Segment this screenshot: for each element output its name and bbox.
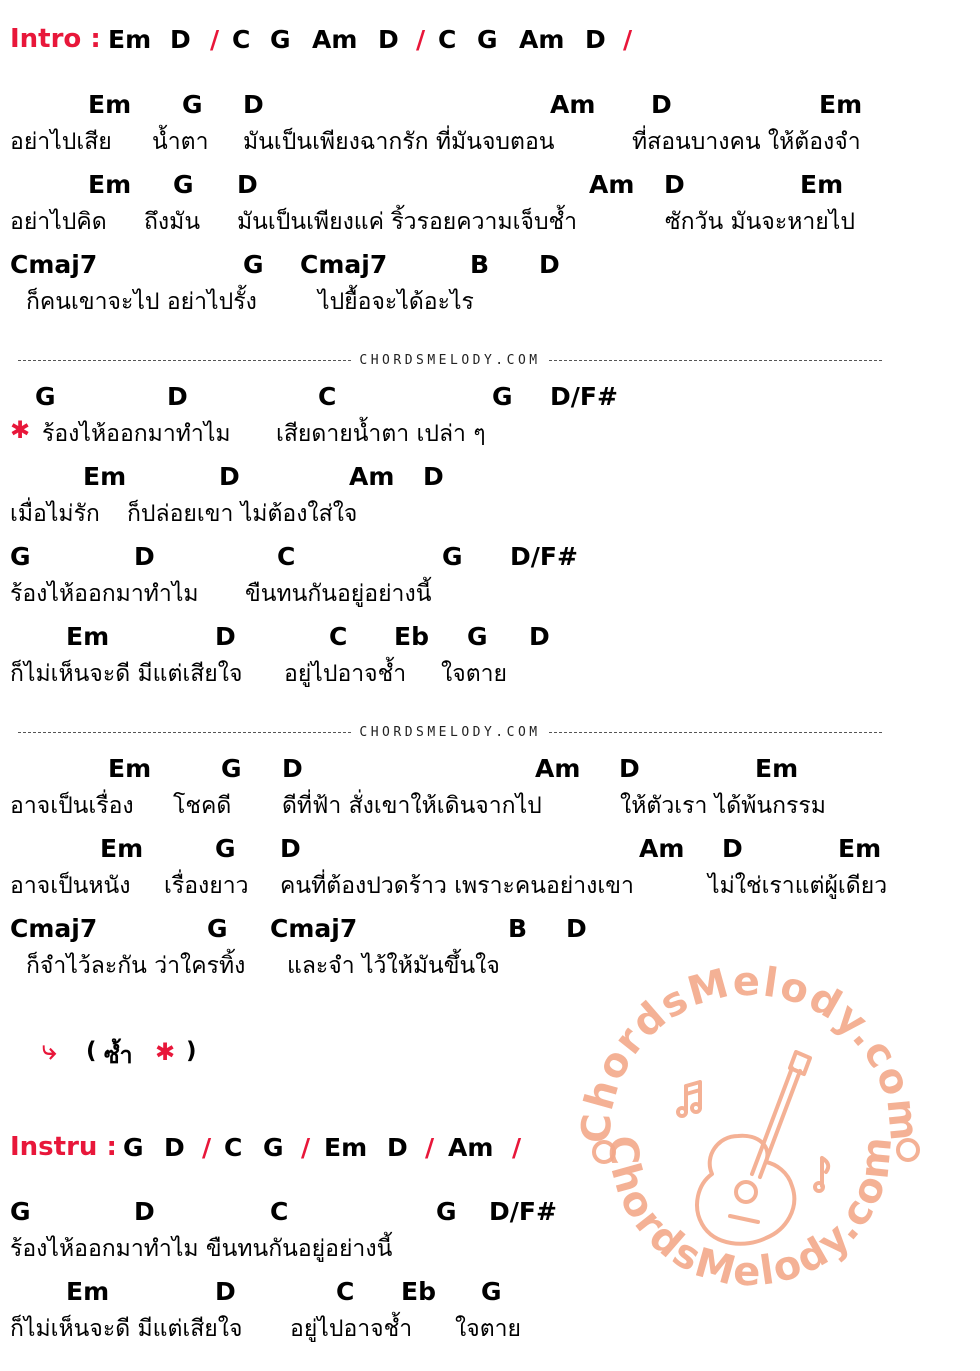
chord: D bbox=[539, 250, 560, 279]
lyric: ก็ไม่เห็นจะดี มีแต่เสียใจ bbox=[10, 661, 243, 687]
chord: D bbox=[529, 622, 550, 651]
chord: Em bbox=[83, 462, 127, 491]
chord: G bbox=[10, 1197, 31, 1226]
chord: D bbox=[722, 834, 743, 863]
lyric: อาจเป็นหนัง bbox=[10, 873, 131, 899]
chord: G bbox=[215, 834, 236, 863]
chord: G bbox=[173, 170, 194, 199]
lyric: อย่าไปคิด bbox=[10, 209, 107, 235]
lyric: ร้องไห้ออกมาทำไม ขืนทนกันอยู่อย่างนี้ bbox=[10, 1236, 393, 1262]
chord: Em bbox=[66, 622, 110, 651]
lyric: มันเป็นเพียงแค่ ริ้วรอยความเจ็บช้ำ bbox=[237, 209, 578, 235]
chord: D bbox=[215, 622, 236, 651]
chord: G bbox=[270, 25, 291, 54]
dashed-rule bbox=[18, 732, 351, 733]
lyric: ใจตาย bbox=[441, 661, 508, 687]
chord: Em bbox=[66, 1277, 110, 1306]
instru-label: Instru : bbox=[10, 1132, 117, 1162]
chord: D bbox=[170, 25, 191, 54]
lyric: โชคดี bbox=[173, 793, 232, 819]
chord: Am bbox=[535, 754, 581, 783]
chord: G bbox=[207, 914, 228, 943]
lyric: ไม่ใช่เราแต่ผู้เดียว bbox=[708, 873, 888, 899]
lyric: ใจตาย bbox=[455, 1316, 522, 1342]
bar-separator: / bbox=[301, 1133, 311, 1162]
bar-separator: / bbox=[210, 25, 220, 54]
chord: C bbox=[438, 25, 457, 54]
chord: Em bbox=[88, 90, 132, 119]
chord: G bbox=[123, 1133, 144, 1162]
lyric: ก็คนเขาจะไป อย่าไปรั้ง bbox=[26, 289, 257, 315]
chord: G bbox=[35, 382, 56, 411]
chord: Em bbox=[755, 754, 799, 783]
chord: D bbox=[423, 462, 444, 491]
chorus-line-3 bbox=[0, 542, 980, 612]
chordsmelody-watermark-logo bbox=[570, 960, 930, 1320]
chord: Am bbox=[349, 462, 395, 491]
chord: D bbox=[134, 1197, 155, 1226]
chord: D bbox=[280, 834, 301, 863]
chord: B bbox=[470, 250, 490, 279]
verse1-line-1 bbox=[0, 90, 980, 160]
chord: D bbox=[243, 90, 264, 119]
site-divider bbox=[10, 350, 890, 370]
chord: D bbox=[282, 754, 303, 783]
chord: Em bbox=[800, 170, 844, 199]
bar-separator: / bbox=[425, 1133, 435, 1162]
lyric: ที่สอนบางคน ให้ต้องจำ bbox=[632, 129, 861, 155]
dashed-rule bbox=[549, 360, 882, 361]
chord: G bbox=[10, 542, 31, 571]
chord: B bbox=[508, 914, 528, 943]
lyric: ก็ไม่เห็นจะดี มีแต่เสียใจ bbox=[10, 1316, 243, 1342]
dashed-rule bbox=[18, 360, 351, 361]
bar-separator: / bbox=[416, 25, 426, 54]
divider-site-text: CHORDSMELODY.COM bbox=[359, 724, 541, 740]
chord: C bbox=[270, 1197, 289, 1226]
chord: D bbox=[664, 170, 685, 199]
chord: D/F# bbox=[550, 382, 618, 411]
chord: G bbox=[467, 622, 488, 651]
chord: G bbox=[492, 382, 513, 411]
site-divider bbox=[10, 722, 890, 742]
chord: Em bbox=[108, 754, 152, 783]
chord: Eb bbox=[394, 622, 429, 651]
chord: D/F# bbox=[489, 1197, 557, 1226]
repeat-close-paren: ) bbox=[186, 1038, 197, 1064]
lyric: อยู่ไปอาจช้ำ bbox=[284, 661, 407, 687]
lyric: ก็จำไว้ละกัน ว่าใครทิ้ง bbox=[26, 953, 246, 979]
chord: D bbox=[619, 754, 640, 783]
chord: D bbox=[237, 170, 258, 199]
chord: Am bbox=[639, 834, 685, 863]
chord: Cmaj7 bbox=[300, 250, 388, 279]
repeat-open-paren: ( bbox=[86, 1038, 97, 1064]
lyric: อยู่ไปอาจช้ำ bbox=[290, 1316, 413, 1342]
chord: D bbox=[164, 1133, 185, 1162]
chord: C bbox=[232, 25, 251, 54]
lyric: ไปยื้อจะได้อะไร bbox=[318, 289, 474, 315]
chord: Am bbox=[589, 170, 635, 199]
chord: G bbox=[477, 25, 498, 54]
chord: Em bbox=[108, 25, 152, 54]
intro-label: Intro : bbox=[10, 24, 101, 54]
chord: C bbox=[336, 1277, 355, 1306]
lyric: เรื่องยาว bbox=[164, 873, 249, 899]
return-arrow-icon: ⤷ bbox=[42, 1036, 57, 1066]
watermark-text-top: ChordsMelody.com bbox=[573, 960, 928, 1145]
chord: D bbox=[167, 382, 188, 411]
chord: Am bbox=[448, 1133, 494, 1162]
lyric: เสียดายน้ำตา เปล่า ๆ bbox=[276, 421, 486, 447]
lyric: อาจเป็นเรื่อง bbox=[10, 793, 134, 819]
chord: Em bbox=[324, 1133, 368, 1162]
chord: Cmaj7 bbox=[270, 914, 358, 943]
lyric: ให้ตัวเรา ได้พ้นกรรม bbox=[620, 793, 826, 819]
chord: Cmaj7 bbox=[10, 250, 98, 279]
lyric: ร้องไห้ออกมาทำไม bbox=[10, 581, 199, 607]
lyric: ขืนทนกันอยู่อย่างนี้ bbox=[245, 581, 432, 607]
lyric: คนที่ต้องปวดร้าว เพราะคนอย่างเขา bbox=[280, 873, 634, 899]
chord: Em bbox=[819, 90, 863, 119]
verse1-line-3 bbox=[0, 250, 980, 320]
chord: G bbox=[436, 1197, 457, 1226]
lyric: เมื่อไม่รัก bbox=[10, 501, 100, 527]
lyric: และจำ ไว้ให้มันขึ้นใจ bbox=[287, 953, 500, 979]
lyric: ก็ปล่อยเขา ไม่ต้องใส่ใจ bbox=[127, 501, 358, 527]
bar-separator: / bbox=[623, 25, 633, 54]
chord: Am bbox=[519, 25, 565, 54]
chord: D/F# bbox=[510, 542, 578, 571]
chord: Em bbox=[100, 834, 144, 863]
lyric: ถึงมัน bbox=[144, 209, 201, 235]
bar-separator: / bbox=[512, 1133, 522, 1162]
divider-site-text: CHORDSMELODY.COM bbox=[359, 352, 541, 368]
lyric: มันเป็นเพียงฉากรัก ที่มันจบตอน bbox=[243, 129, 555, 155]
repeat-text: ซ้ำ bbox=[104, 1043, 133, 1069]
verse2-line-2 bbox=[0, 834, 980, 904]
bar-separator: / bbox=[202, 1133, 212, 1162]
chord: D bbox=[585, 25, 606, 54]
chord: G bbox=[442, 542, 463, 571]
chord: G bbox=[221, 754, 242, 783]
chord: G bbox=[263, 1133, 284, 1162]
chord: D bbox=[215, 1277, 236, 1306]
chord: D bbox=[219, 462, 240, 491]
chord: G bbox=[481, 1277, 502, 1306]
chorus-line-1 bbox=[0, 382, 980, 452]
chorus-line-4 bbox=[0, 622, 980, 692]
verse1-line-2 bbox=[0, 170, 980, 240]
chord: D bbox=[378, 25, 399, 54]
lyric: อย่าไปเสีย bbox=[10, 129, 112, 155]
chord: D bbox=[387, 1133, 408, 1162]
chord: Cmaj7 bbox=[10, 914, 98, 943]
chorus-line-2 bbox=[0, 462, 980, 532]
chord: Am bbox=[550, 90, 596, 119]
chord: D bbox=[566, 914, 587, 943]
dashed-rule bbox=[549, 732, 882, 733]
chord: G bbox=[243, 250, 264, 279]
lyric: ดีที่ฟ้า สั่งเขาให้เดินจากไป bbox=[282, 793, 542, 819]
chord: Em bbox=[88, 170, 132, 199]
chord: C bbox=[224, 1133, 243, 1162]
chord: Am bbox=[312, 25, 358, 54]
chord: D bbox=[134, 542, 155, 571]
chord: D bbox=[651, 90, 672, 119]
repeat-asterisk-icon: ✱ bbox=[155, 1038, 176, 1066]
chord: C bbox=[329, 622, 348, 651]
chord: Eb bbox=[401, 1277, 436, 1306]
chord: C bbox=[318, 382, 337, 411]
intro-line bbox=[0, 22, 980, 58]
lyric: ซักวัน มันจะหายไป bbox=[665, 209, 855, 235]
chord: C bbox=[277, 542, 296, 571]
watermark-text-bottom: ChordsMelody.com bbox=[599, 1133, 902, 1296]
lyric: ร้องไห้ออกมาทำไม bbox=[42, 421, 231, 447]
chord: Em bbox=[838, 834, 882, 863]
lyric: น้ำตา bbox=[152, 129, 209, 155]
chord: G bbox=[182, 90, 203, 119]
chorus-asterisk-icon: ✱ bbox=[10, 416, 31, 444]
verse2-line-1 bbox=[0, 754, 980, 824]
